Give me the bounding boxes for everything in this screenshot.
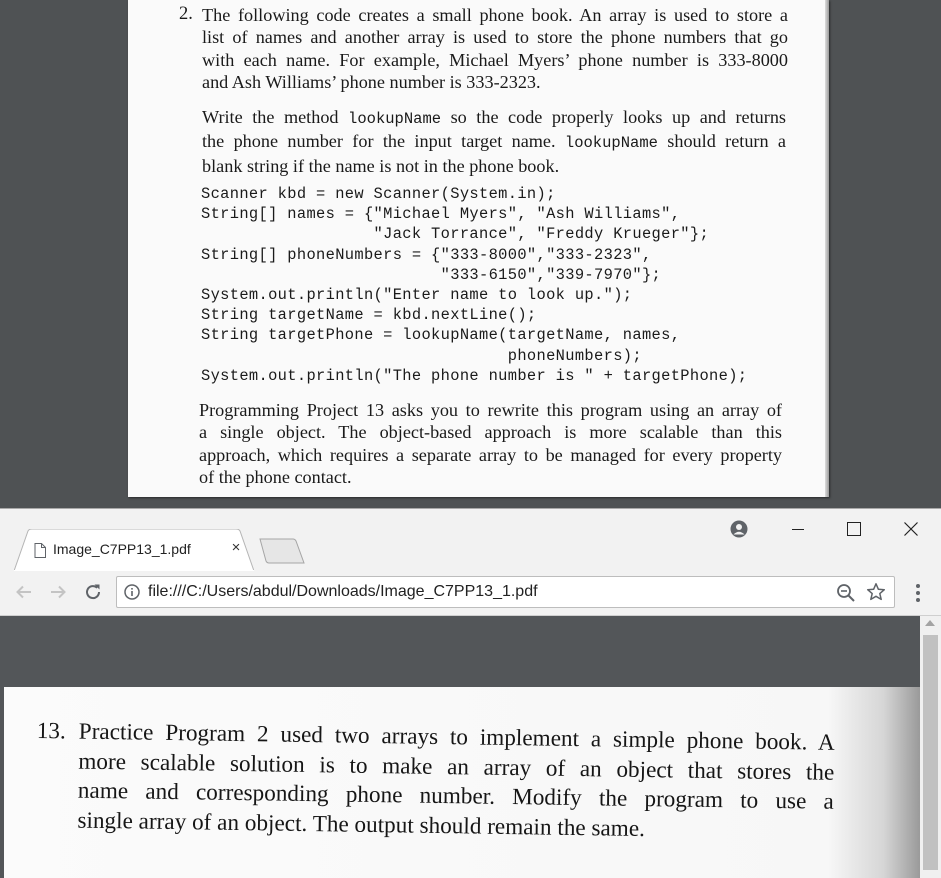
forward-button[interactable] [45,579,71,605]
scroll-up-arrow-icon[interactable] [925,620,935,626]
text-line: the phone number for the input target name. lookupName should return a [202,131,786,153]
project-note-paragraph [199,399,782,488]
close-window-button[interactable] [883,509,939,549]
info-icon[interactable] [124,584,140,600]
question-paragraph [202,4,788,93]
scanned-page-bottom [4,687,920,878]
text-line: blank string if the name is not in the phone book. [202,155,560,176]
code-line: System.out.println("Enter name to look up."); [201,286,633,305]
pdf-viewer-area[interactable] [0,616,920,878]
reload-icon [84,583,102,601]
back-button[interactable] [11,579,37,605]
text-line: of the phone contact. [199,466,352,487]
code-line: String targetName = kbd.nextLine(); [201,306,537,325]
code-line: Scanner kbd = new Scanner(System.in); [201,185,556,203]
account-icon [730,520,748,538]
minimize-button[interactable] [770,509,826,549]
text-line: The following code creates a small phone book. An array is used to store a [202,5,788,25]
address-bar[interactable] [116,576,895,608]
text-line: approach, which requires a separate array to be managed for every property [199,444,782,465]
instruction-paragraph [202,106,786,177]
question-number: 2. [179,4,193,24]
maximize-button[interactable] [826,509,882,549]
code-line: String targetPhone = lookupName(targetName, names, [201,326,681,345]
reload-button[interactable] [80,579,106,605]
text-line: with each name. For example, Michael Myers’ phone number is 333-8000 [202,49,788,70]
scroll-thumb[interactable] [923,635,938,870]
close-icon [904,522,918,536]
account-button[interactable] [711,509,767,549]
code-line: phoneNumbers); [201,346,642,365]
browser-tab[interactable] [14,529,254,571]
method-name: lookupName [348,110,442,128]
url-text[interactable]: file:///C:/Users/abdul/Downloads/Image_C7PP13_1.pdf [148,583,538,600]
minimize-icon [792,523,804,535]
star-icon[interactable] [866,582,886,602]
text-line: list of names and another array is used to store the phone numbers that go [202,27,788,48]
kebab-menu-icon[interactable] [906,579,930,607]
code-line: String[] phoneNumbers = {"333-8000","333-2323", [201,245,652,264]
new-tab-button[interactable] [259,538,305,564]
vertical-scrollbar[interactable] [920,616,941,878]
code-line: "Jack Torrance", "Freddy Krueger"}; [201,225,710,244]
browser-window [0,508,941,877]
exercise-text [77,718,835,847]
tab-title: Image_C7PP13_1.pdf [53,541,191,557]
scanned-page-top [128,0,829,497]
text-line: Practice Program 2 used two arrays to implement a simple phone book. A [78,718,835,756]
zoom-out-icon[interactable] [836,583,856,603]
maximize-icon [847,522,861,536]
text-line: a single object. The object-based approach is more scalable than this [199,422,782,443]
method-name: lookupName [564,134,658,153]
code-line: String[] names = {"Michael Myers", "Ash Williams", [201,205,681,224]
exercise-number: 13. [36,717,66,745]
exercise-block [36,717,837,842]
code-listing [201,184,747,386]
text-line: Programming Project 13 asks you to rewrite this program using an array of [199,400,782,420]
browser-toolbar [0,571,941,616]
text-line: name and corresponding phone number. Modify the program to use a [77,777,835,815]
text-line: and Ash Williams’ phone number is 333-2323. [202,71,541,92]
tab-close-button[interactable]: × [231,539,241,556]
text-line: single array of an object. The output should remain the same. [77,807,646,842]
page-edge-shadow [825,0,829,497]
document-icon [34,543,46,558]
code-line: "333-6150","339-7970"}; [201,265,662,284]
text-line: more scalable solution is to make an array of an object that stores the [78,748,835,786]
back-arrow-icon [15,583,33,601]
code-line: System.out.println("The phone number is " + targetPhone); [201,366,748,385]
forward-arrow-icon [49,583,67,601]
text-line: Write the method lookupName so the code properly looks up and returns [202,107,787,128]
title-bar [0,509,941,571]
